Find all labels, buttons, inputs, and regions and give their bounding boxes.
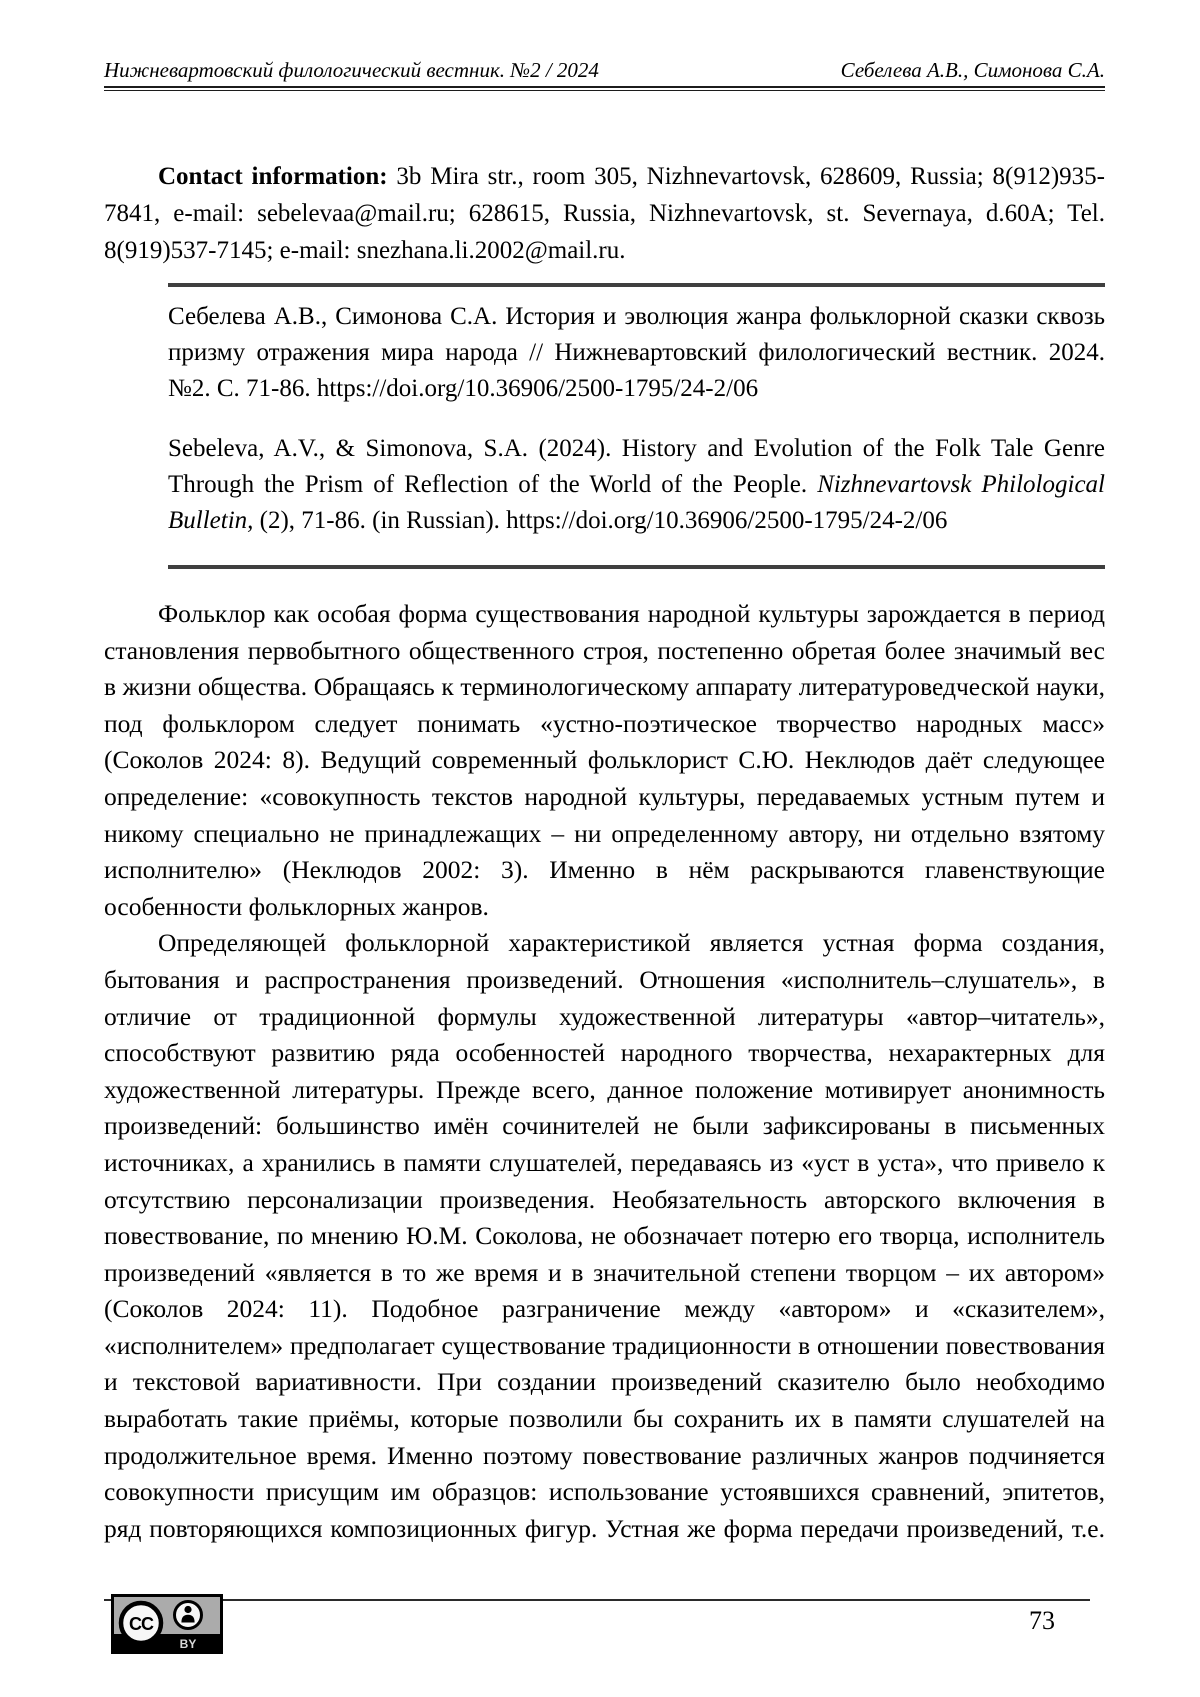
header-authors: Себелева А.В., Симонова С.А.	[840, 58, 1105, 82]
footer-divider	[104, 1599, 1090, 1601]
contact-paragraph	[104, 158, 1105, 269]
citation-english-tail: (2), 71-86. (in Russian). https://doi.org/10.36906/2500-1795/24-2/06	[253, 507, 948, 534]
citation-english	[168, 431, 1105, 539]
citation-russian: Себелева А.В., Симонова С.А. История и эволюция жанра фольклорной сказки сквозь призму отражения мира народа // Нижневартовский филологический вестник. 2024. №2. С. 71-86. https://doi.org/10.36906/2500-1795/24-2/06	[168, 303, 1105, 402]
journal-title: Нижневартовский филологический вестник. №2 / 2024	[104, 58, 599, 82]
page-number: 73	[1029, 1606, 1055, 1635]
contact-text: 3b Mira str., room 305, Nizhnevartovsk, 628609, Russia; 8(912)935-7841, e-mail: sebelevaa@mail.ru; 628615, Russia, Nizhnevartovsk, st. Severnaya, d.60A; Tel. 8(919)537-7145; e-mail: snezhana.li.2002@mail.ru.	[104, 163, 1105, 264]
body-paragraph-1: Фольклор как особая форма существования народной культуры зарождается в период становления первобытного общественного строя, постепенно обретая более значимый вес в жизни общества. Обращаясь к терминологическому аппарату литературоведческой науки, под фольклором следует понимать «устно-поэтическое творчество народных масс» (Соколов 2024: 8). Ведущий современный фольклорист С.Ю. Неклюдов даёт следующее определение: «совокупность текстов народной культуры, передаваемых устным путем и никому специально не принадлежащих – ни определенному автору, ни отдельно взятому исполнителю» (Неклюдов 2002: 3). Именно в нём раскрываются главенствующие особенности фольклорных жанров.	[104, 599, 1105, 921]
article-body	[104, 596, 1105, 1547]
running-header	[104, 57, 1105, 83]
citation-journal-name: Nizhnevartovsk Philological Bulletin,	[168, 471, 1105, 534]
citation-block	[168, 283, 1105, 569]
by-label: BY	[179, 1637, 197, 1651]
contact-label: Contact information:	[158, 163, 388, 190]
cc-by-license-badge	[111, 1594, 223, 1654]
person-head-icon	[184, 1606, 191, 1613]
cc-by-icon	[111, 1594, 223, 1654]
citation-english-text: Sebeleva, A.V., & Simonova, S.A. (2024). History and Evolution of the Folk Tale Genre Through the Prism of Reflection of the World of the People.	[168, 435, 1105, 498]
cc-label: CC	[129, 1614, 153, 1634]
body-paragraph-2: Определяющей фольклорной характеристикой является устная форма создания, бытования и распространения произведений. Отношения «исполнитель–слушатель», в отличие от традиционной формулы художественной литературы «автор–читатель», способствуют развитию ряда особенностей народного творчества, нехарактерных для художественной литературы. Прежде всего, данное положение мотивирует анонимность произведений: большинство имён сочинителей не были зафиксированы в письменных источниках, а хранились в памяти слушателей, передаваясь из «уст в уста», что привело к отсутствию персонализации произведения. Необязательность авторского включения в повествование, по мнению Ю.М. Соколова, не обозначает потерю его творца, исполнитель произведений «является в то же время и в значительной степени творцом – их автором» (Соколов 2024: 11). Подобное разграничение между «автором» и «сказителем», «исполнителем» предполагает существование традиционности в отношении повествования и текстовой вариативности. При создании произведений сказителю было необходимо выработать такие приёмы, которые позволили бы сохранить их в памяти слушателей на продолжительное время. Именно поэтому повествование различных жанров подчиняется совокупности присущим им образцов: использование устоявшихся сравнений, эпитетов, ряд повторяющихся композиционных фигур. Устная же форма передачи произведений, т.е.	[104, 928, 1105, 1543]
header-divider	[104, 86, 1105, 91]
